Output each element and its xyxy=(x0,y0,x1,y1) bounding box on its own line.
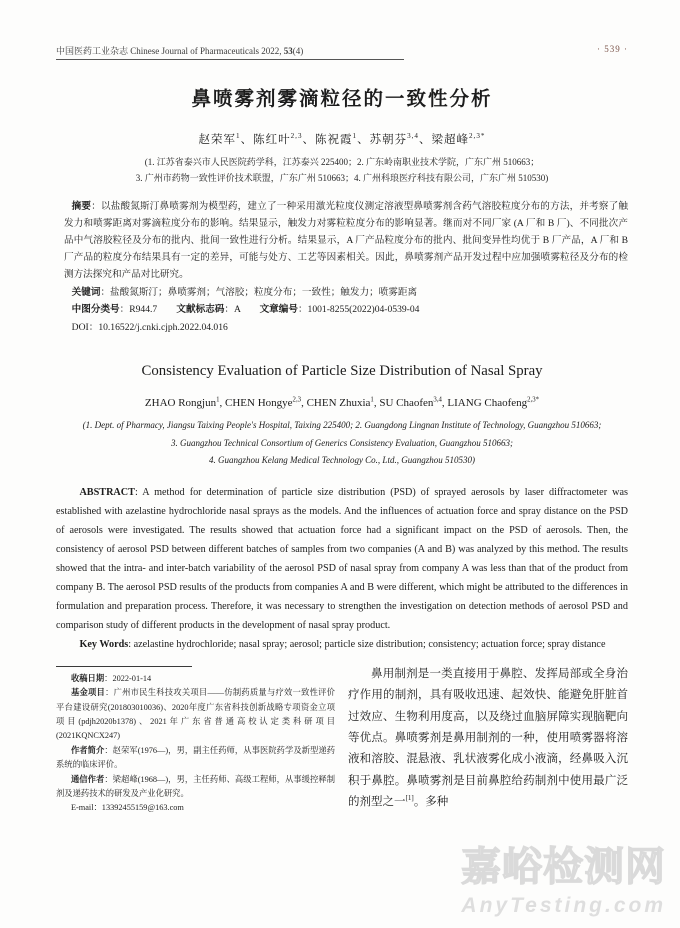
keywords-en: Key Words: azelastine hydrochloride; nasal spray; aerosol; particle size distribution; consistency; actuation force; spray distance xyxy=(79,638,606,650)
affiliation-en-line3: 4. Guangzhou Kelang Medical Technology Co., Ltd., Guangzhou 510530) xyxy=(209,455,475,466)
doi-line: DOI：10.16522/j.cnki.cjph.2022.04.016 xyxy=(71,322,228,334)
article-title-zh: 鼻喷雾剂雾滴粒径的一致性分析 xyxy=(191,88,493,110)
keywords-zh: 关键词：盐酸氮斯汀；鼻喷雾剂；气溶胶；粒度分布；一致性；触发力；喷雾距离 xyxy=(71,286,418,298)
chinese-meta-block xyxy=(64,199,628,337)
footnote-fund-project: 基金项目：广州市民生科技攻关项目——仿制药质量与疗效一致性评价平台建设研究(201803010036)、2020年度广东省科技创新战略专项资金立项项目(pdjh2020b1378)、2021年广东省普通高校认定类科研项目(2021KQNCX247) xyxy=(56,688,335,741)
page-header xyxy=(56,44,628,57)
footnote-corresponding-author: 通信作者：梁超峰(1968—)，男，主任药师、高级工程师，从事缓控释制剂及递药技术的研发及产业化研究。 xyxy=(56,774,335,798)
authors-en: ZHAO Rongjun$^1$, CHEN Hongye$^{2,3}$, CHEN Zhuxia$^1$, SU Chaofen$^{3,4}$, LIANG Chaofeng$^{2,3*}$ xyxy=(144,396,540,410)
body-text-column xyxy=(348,664,628,816)
affiliation-en-line2: 3. Guangzhou Technical Consortium of Generics Consistency Evaluation, Guangzhou 510663; xyxy=(171,437,513,448)
site-watermark xyxy=(461,835,666,918)
watermark-english: AnyTesting.com xyxy=(461,894,666,917)
affiliations-en xyxy=(56,417,628,470)
affiliation-zh-line2: 3. 广州市药物一致性评价技术联盟，广东广州 510663；4. 广州科琅医疗科技有限公司，广东广州 510530) xyxy=(135,172,549,183)
affiliation-zh-line1: (1. 江苏省泰兴市人民医院药学科，江苏泰兴 225400；2. 广东岭南职业技术学院，广东广州 510663； xyxy=(144,157,540,167)
journal-title: 中国医药工业杂志 Chinese Journal of Pharmaceuticals 2022, 53(4) xyxy=(56,46,304,56)
header-rule xyxy=(56,59,404,60)
footnote-rule xyxy=(56,666,192,667)
affiliation-en-line1: (1. Dept. of Pharmacy, Jiangsu Taixing People's Hospital, Taixing 225400; 2. Guangdong Lingnan Institute of Technology, Guangzhou 510663; xyxy=(82,420,602,431)
bottom-columns xyxy=(56,664,628,816)
page-number: · 539 · xyxy=(597,44,628,54)
body-paragraph: 鼻用制剂是一类直接用于鼻腔、发挥局部或全身治疗作用的制剂，具有吸收迅速、起效快、能避免肝脏首过效应、生物利用度高，以及绕过血脑屏障实现脑靶向等优点。鼻喷雾剂是鼻用制剂的一种，使用喷雾器将溶液和溶胶、混悬液、乳状液雾化成小液滴，经鼻吸入沉积于鼻腔。鼻喷雾剂是目前鼻腔给药制剂中使用最广泛的剂型之一[1]。多种 xyxy=(348,667,628,809)
authors-zh: 赵荣军$^1$、陈红叶$^{2,3}$、陈祝霞$^1$、苏朝芬$^{3,4}$、梁超峰$^{2,3*}$ xyxy=(198,132,486,146)
footnote-author-bio: 作者简介：赵荣军(1976—)，男，副主任药师，从事医院药学及新型递药系统的临床评价。 xyxy=(56,745,335,770)
footnote-received-date: 收稿日期：2022-01-14 xyxy=(70,673,152,683)
watermark-chinese: 嘉峪检测网 xyxy=(461,845,666,889)
abstract-zh: 摘要：以盐酸氮斯汀鼻喷雾剂为模型药，建立了一种采用激光粒度仪测定溶液型鼻喷雾剂含药气溶胶粒度分布的方法，并考察了触发力和喷雾距离对雾滴粒度分布的影响。结果显示，触发力对雾粒粒度分布的影响显著。继而对不同厂家 (A 厂和 B 厂)、不同批次产品中气溶胶粒径及分布的批内、批间一致性进行分析。结果显示，A 厂产品粒度分布的批内、批间变异性均优于 B 厂产品，A 厂和 B 厂产品的粒度分布结果具有一定的差异，可能与处方、工艺等因素相关。因此，鼻喷雾剂产品开发过程中应加强喷雾粒径及分布的检测方法探究和产品对比研究。 xyxy=(64,201,629,280)
footnotes-column xyxy=(56,664,335,816)
article-title-en: Consistency Evaluation of Particle Size Distribution of Nasal Spray xyxy=(141,363,543,380)
classification-line: 中图分类号：R944.7 文献标志码：A 文章编号：1001-8255(2022)04-0539-04 xyxy=(71,304,420,316)
abstract-en: ABSTRACT: A method for determination of particle size distribution (PSD) of sprayed aerosols by laser diffractometer was established with azelastine hydrochloride nasal sprays as the models. And the influences of actuation force and spray distance on the PSD of aerosols were investigated. The results showed that actuation force had a significant impact on the PSD of aerosols. Then, the consistency of aerosol PSD between different batches of samples from two companies (A and B) was analyzed by this method. The results showed that the intra- and inter-batch variability of the aerosol PSD of nasal spray from company A was less than that of the product from company B. The aerosol PSD results of the products from companies A and B were different, which might be attributed to the differences in formulation and preparation process. Therefore, it was necessary to strengthen the investigation on detection methods of aerosol PSD and comparison study of different products in the development of nasal spray product. xyxy=(56,486,628,631)
footnote-email: E-mail：13392455159@163.com xyxy=(70,803,184,813)
affiliations-zh xyxy=(56,155,628,186)
